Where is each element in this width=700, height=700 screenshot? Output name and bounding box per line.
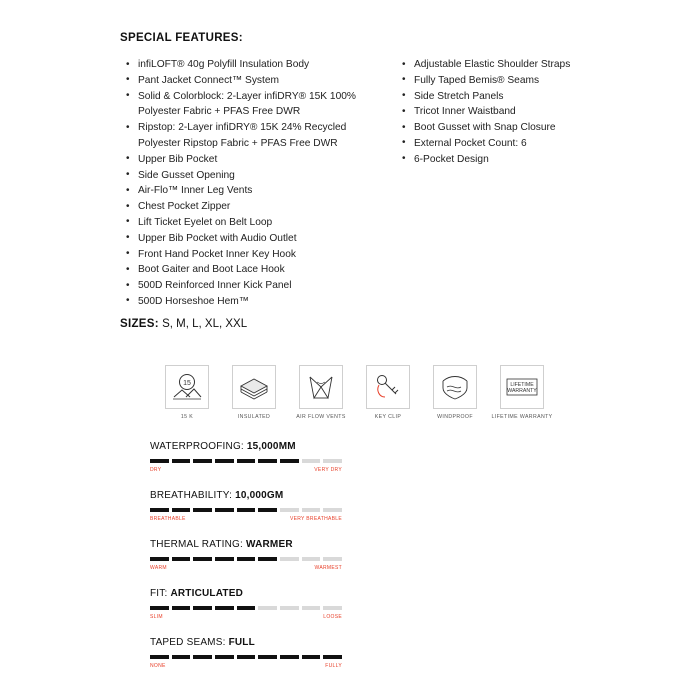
meter-taped-seams	[150, 637, 342, 669]
meter-right-end: LOOSE	[323, 614, 342, 620]
meter-value: FULL	[228, 637, 255, 648]
meter-segment	[193, 606, 212, 610]
special-features-left-list	[124, 57, 384, 310]
air-flow-vents-icon	[299, 365, 343, 409]
meter-left-end: BREATHABLE	[150, 516, 186, 522]
list-item: • Adjustable Elastic Shoulder Straps	[400, 57, 650, 73]
meter-label: FIT:	[150, 588, 168, 599]
meter-waterproofing	[150, 441, 342, 473]
list-item: • 500D Reinforced Inner Kick Panel	[124, 278, 384, 294]
meter-right-end: VERY DRY	[314, 467, 342, 473]
meter-value: WARMER	[246, 539, 293, 550]
meter-segment	[280, 508, 299, 512]
list-item: • Side Gusset Opening	[124, 168, 384, 184]
meter-right-end: VERY BREATHABLE	[289, 516, 342, 522]
meter-left-end: SLIM	[150, 614, 163, 620]
meter-title	[150, 588, 342, 599]
meter-thermal-rating	[150, 539, 342, 571]
meter-segment	[172, 655, 191, 659]
meter-left-end: NONE	[150, 663, 166, 669]
list-item: • Solid & Colorblock: 2-Layer infiDRY® 15K 100% Polyester Fabric + PFAS Free DWR	[124, 89, 384, 121]
icon-lifetime-warranty	[483, 365, 561, 421]
meter-segment	[150, 459, 169, 463]
key-clip-glyph	[371, 372, 405, 402]
meter-left-end: WARM	[150, 565, 167, 571]
air-flow-vents-glyph	[304, 372, 338, 402]
sizes-label: SIZES:	[120, 318, 159, 330]
list-item: • 500D Horseshoe Hem™	[124, 294, 384, 310]
special-features-heading: SPECIAL FEATURES:	[120, 32, 243, 44]
meter-right-end: FULLY	[325, 663, 342, 669]
meter-segment	[302, 508, 321, 512]
list-item: • Side Stretch Panels	[400, 89, 650, 105]
meter-bar	[150, 606, 342, 610]
list-item: • 6-Pocket Design	[400, 152, 650, 168]
list-item: • Ripstop: 2-Layer infiDRY® 15K 24% Recycled Polyester Ripstop Fabric + PFAS Free DWR	[124, 120, 384, 152]
meter-segment	[172, 606, 191, 610]
meter-segment	[150, 606, 169, 610]
meter-segment	[172, 508, 191, 512]
meter-segment	[237, 459, 256, 463]
windproof-glyph	[438, 372, 472, 402]
special-features-right-column	[400, 57, 650, 168]
meter-endpoints	[150, 614, 342, 620]
list-item: • Pant Jacket Connect™ System	[124, 73, 384, 89]
meter-segment	[302, 459, 321, 463]
icon-caption: AIR FLOW VENTS	[296, 414, 346, 420]
special-features-right-list	[400, 57, 650, 168]
sizes-row	[120, 318, 247, 330]
meter-segment	[258, 508, 277, 512]
meter-value: ARTICULATED	[170, 588, 244, 599]
insulated-glyph	[237, 372, 271, 402]
meter-endpoints	[150, 516, 342, 522]
list-item: • Front Hand Pocket Inner Key Hook	[124, 247, 384, 263]
list-item: • Upper Bib Pocket with Audio Outlet	[124, 231, 384, 247]
meter-endpoints	[150, 663, 342, 669]
meter-segment	[323, 606, 342, 610]
meter-segment	[215, 459, 234, 463]
list-item: • Upper Bib Pocket	[124, 152, 384, 168]
meter-segment	[280, 459, 299, 463]
meter-segment	[302, 655, 321, 659]
meter-segment	[172, 459, 191, 463]
meter-segment	[323, 459, 342, 463]
list-item: • Fully Taped Bemis® Seams	[400, 73, 650, 89]
meter-endpoints	[150, 565, 342, 571]
meter-fit	[150, 588, 342, 620]
meter-label: TAPED SEAMS:	[150, 637, 226, 648]
svg-text:LIFETIME: LIFETIME	[510, 382, 534, 388]
list-item: • External Pocket Count: 6	[400, 136, 650, 152]
meter-segment	[237, 606, 256, 610]
meter-segment	[150, 557, 169, 561]
svg-text:WARRANTY: WARRANTY	[507, 388, 537, 394]
meter-bar	[150, 459, 342, 463]
icon-caption: 15 K	[180, 414, 194, 420]
meter-segment	[150, 508, 169, 512]
sizes-value: S, M, L, XL, XXL	[162, 318, 248, 330]
meter-segment	[193, 459, 212, 463]
meter-segment	[193, 557, 212, 561]
meter-title	[150, 637, 342, 648]
meter-segment	[302, 606, 321, 610]
key-clip-icon	[366, 365, 410, 409]
meter-segment	[215, 655, 234, 659]
lifetime-warranty-glyph	[503, 372, 541, 402]
meter-segment	[215, 557, 234, 561]
meter-bar	[150, 508, 342, 512]
list-item: • infiLOFT® 40g Polyfill Insulation Body	[124, 57, 384, 73]
meter-left-end: DRY	[150, 467, 162, 473]
meter-right-end: WARMEST	[314, 565, 342, 571]
waterproof-15k-glyph	[170, 370, 204, 404]
icon-caption: KEY CLIP	[374, 414, 402, 420]
meter-bar	[150, 557, 342, 561]
meter-segment	[172, 557, 191, 561]
meter-segment	[150, 655, 169, 659]
meter-bar	[150, 655, 342, 659]
list-item: • Tricot Inner Waistband	[400, 104, 650, 120]
meter-title	[150, 441, 342, 452]
special-features-left-column	[124, 57, 384, 310]
meter-segment	[237, 557, 256, 561]
meter-segment	[280, 557, 299, 561]
meter-segment	[258, 557, 277, 561]
icon-caption: WINDPROOF	[437, 414, 473, 420]
list-item: • Boot Gaiter and Boot Lace Hook	[124, 262, 384, 278]
meter-segment	[280, 606, 299, 610]
meter-label: BREATHABILITY:	[150, 490, 233, 501]
meter-breathability	[150, 490, 342, 522]
icon-caption: INSULATED	[237, 414, 271, 420]
meter-value: 15,000MM	[246, 441, 296, 452]
meter-segment	[258, 606, 277, 610]
meter-endpoints	[150, 467, 342, 473]
insulated-icon	[232, 365, 276, 409]
icon-caption: LIFETIME WARRANTY	[491, 414, 553, 420]
list-item: • Boot Gusset with Snap Closure	[400, 120, 650, 136]
meter-title	[150, 490, 342, 501]
meter-segment	[323, 508, 342, 512]
windproof-icon	[433, 365, 477, 409]
meter-segment	[280, 655, 299, 659]
meter-label: THERMAL RATING:	[150, 539, 244, 550]
meter-value: 10,000GM	[235, 490, 284, 501]
list-item: • Lift Ticket Eyelet on Belt Loop	[124, 215, 384, 231]
lifetime-warranty-icon	[500, 365, 544, 409]
meter-segment	[258, 459, 277, 463]
feature-icon-strip	[148, 365, 553, 435]
meter-segment	[302, 557, 321, 561]
meter-segment	[237, 508, 256, 512]
meter-segment	[323, 557, 342, 561]
meter-segment	[237, 655, 256, 659]
list-item: • Chest Pocket Zipper	[124, 199, 384, 215]
meter-label: WATERPROOFING:	[150, 441, 244, 452]
meter-segment	[323, 655, 342, 659]
meter-title	[150, 539, 342, 550]
meter-segment	[215, 606, 234, 610]
meter-segment	[258, 655, 277, 659]
meter-segment	[193, 655, 212, 659]
waterproof-15k-icon	[165, 365, 209, 409]
meter-segment	[193, 508, 212, 512]
list-item: • Air-Flo™ Inner Leg Vents	[124, 183, 384, 199]
svg-text:15: 15	[183, 380, 191, 387]
meter-segment	[215, 508, 234, 512]
